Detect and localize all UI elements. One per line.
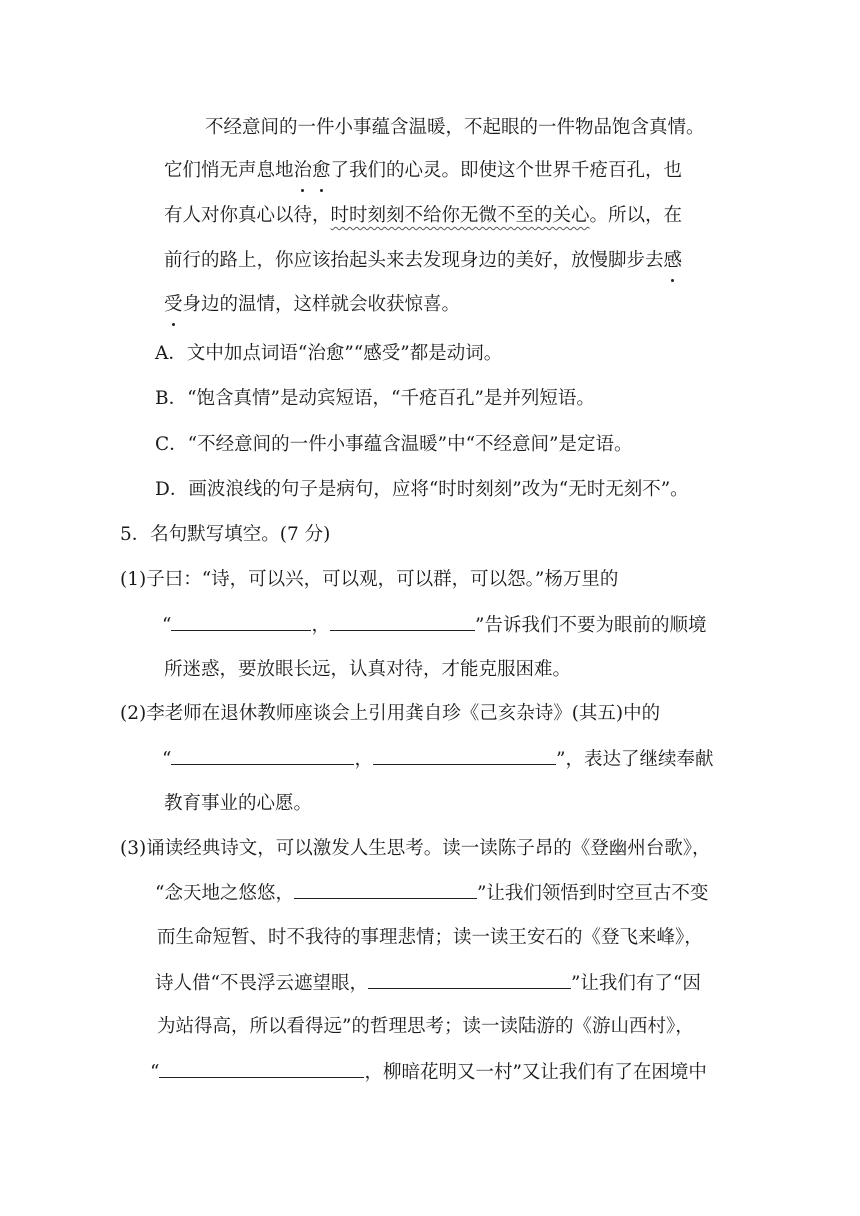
passage-text: 身边的温情，这样就会收获惊喜。 xyxy=(182,294,461,315)
q5-part3-line2 xyxy=(155,880,708,907)
passage-line-4 xyxy=(164,248,682,274)
separator: ， xyxy=(354,749,373,770)
quote-mark: “ xyxy=(162,749,172,770)
separator: ， xyxy=(311,615,330,636)
line-text: 诗人借“不畏浮云遮望眼， xyxy=(155,973,368,994)
q5-part2-line3: 教育事业的心愿。 xyxy=(164,793,313,814)
fill-blank[interactable] xyxy=(330,612,475,631)
line-text: “念天地之悠悠， xyxy=(155,883,294,904)
fill-blank[interactable] xyxy=(373,746,556,765)
q5-part1-line3: 所迷惑，要放眼长远，认真对待，才能克服困难。 xyxy=(164,659,572,680)
passage-line-2 xyxy=(164,158,682,184)
quote-mark: “ xyxy=(150,1062,160,1083)
fill-blank[interactable] xyxy=(294,880,477,899)
passage-text: 了我们的心灵。即使这个世界千疮百孔，也 xyxy=(330,160,683,181)
line-text: ”告诉我们不要为眼前的顺境 xyxy=(474,615,707,636)
q5-part1-line1: (1)子曰：“诗，可以兴，可以观，可以群，可以怨。”杨万里的 xyxy=(120,569,619,590)
passage-line-5 xyxy=(164,292,460,318)
q5-part3-line5: 为站得高，所以看得远”的哲理思考；读一读陆游的《游山西村》， xyxy=(157,1016,694,1037)
option-d: D．画波浪线的句子是病句，应将“时时刻刻”改为“无时无刻不”。 xyxy=(155,479,689,500)
line-text: ”让我们领悟到时空亘古不变 xyxy=(476,883,709,904)
option-b: B．“饱含真情”是动宾短语，“千疮百孔”是并列短语。 xyxy=(155,388,595,409)
option-c: C．“不经意间的一件小事蕴含温暖”中“不经意间”是定语。 xyxy=(155,434,633,455)
fill-blank[interactable] xyxy=(368,970,571,989)
dotted-char: 感 xyxy=(664,248,683,274)
fill-blank[interactable] xyxy=(159,1059,364,1078)
question-5-title: 5．名句默写填空。(7 分) xyxy=(120,524,331,545)
passage-line-3 xyxy=(164,203,682,229)
q5-part1-line2 xyxy=(162,612,706,639)
q5-part3-line3: 而生命短暂、时不我待的事理悲情；读一读王安石的《登飞来峰》， xyxy=(157,927,703,948)
q5-part3-line1: (3)诵读经典诗文，可以激发人生思考。读一读陈子昂的《登幽州台歌》， xyxy=(120,838,711,859)
q5-part2-line2 xyxy=(162,746,713,773)
passage-text: 。所以，在 xyxy=(589,205,683,226)
line-text: ”，表达了继续奉献 xyxy=(555,749,714,770)
dotted-char: 治 xyxy=(294,158,313,184)
line-text: ，柳暗花明又一村”又让我们有了在困境中 xyxy=(364,1062,707,1083)
dotted-char: 愈 xyxy=(312,158,331,184)
dotted-char: 受 xyxy=(164,292,183,318)
passage-text: 前行的路上，你应该抬起头来去发现身边的美好，放慢脚步去 xyxy=(164,250,664,271)
q5-part2-line1: (2)李老师在退休教师座谈会上引用龚自珍《己亥杂诗》(其五)中的 xyxy=(120,703,661,724)
quote-mark: “ xyxy=(162,615,172,636)
line-text: ”让我们有了“因 xyxy=(570,973,701,994)
passage-line-1: 不经意间的一件小事蕴含温暖，不起眼的一件物品饱含真情。 xyxy=(205,117,705,138)
passage-text: 有人对你真心以待， xyxy=(164,205,331,226)
passage-text: 它们悄无声息地 xyxy=(164,160,294,181)
q5-part3-line6 xyxy=(150,1059,707,1086)
q5-part3-line4 xyxy=(155,970,701,997)
fill-blank[interactable] xyxy=(171,612,311,631)
option-a: A．文中加点词语“治愈”“感受”都是动词。 xyxy=(155,343,503,364)
fill-blank[interactable] xyxy=(171,746,354,765)
wavy-underlined-sentence: 时时刻刻不给你无微不至的关心 xyxy=(330,205,590,226)
